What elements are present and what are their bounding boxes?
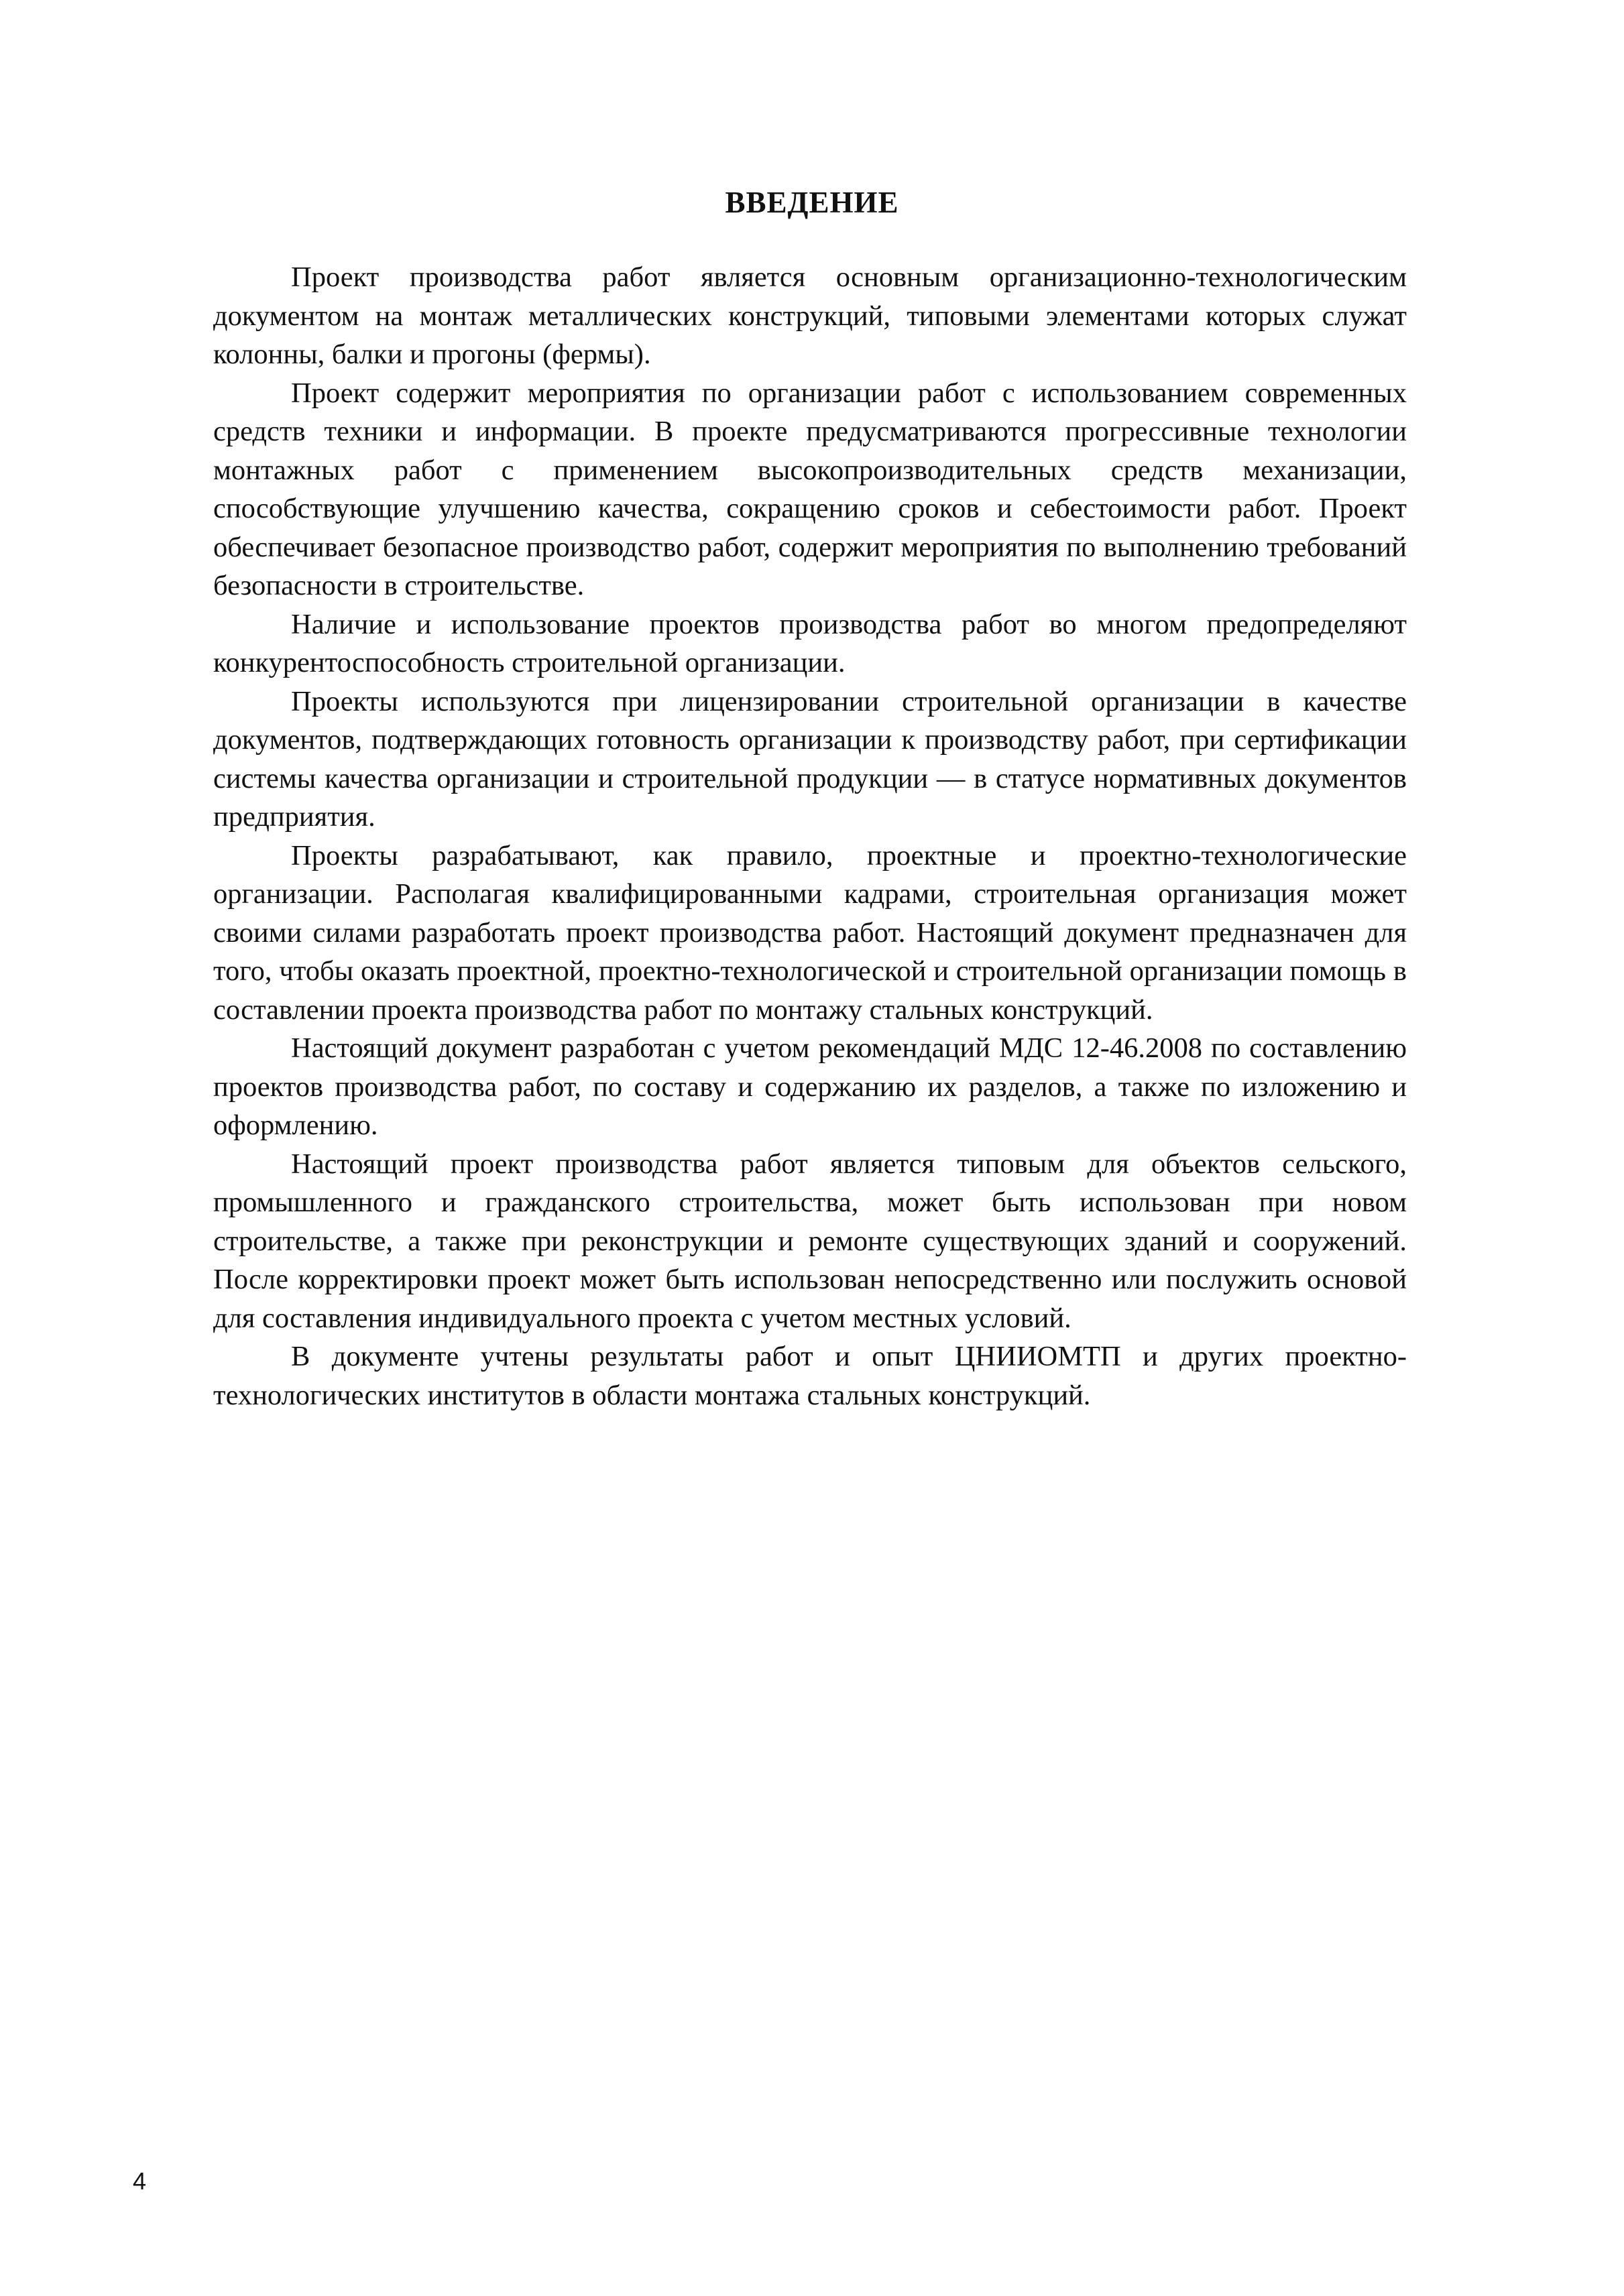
paragraph: Настоящий документ разработан с учетом рекомендаций МДС 12-46.2008 по составлению проектов производства работ, по составу и содержанию их разделов, а также по изложению и оформлению. <box>213 1032 1407 1141</box>
paragraph: Проекты разрабатывают, как правило, проектные и проектно-технологические организации. Располагая квалифицированными кадрами, строительная организация может своими силами разработать проект производства работ. Настоящий документ предназначен для того, чтобы оказать проектной, проектно-технологической и строительной организации помощь в составлении проекта производства работ по монтажу стальных конструкций. <box>213 839 1407 1026</box>
paragraph: Проекты используются при лицензировании строительной организации в качестве документов, подтверждающих готовность организации к производству работ, при сертификации системы качества организации и строительной продукции — в статусе нормативных документов предприятия. <box>213 685 1407 833</box>
body-text <box>213 258 1407 1414</box>
paragraph: Проект содержит мероприятия по организации работ с использованием современных средств техники и информации. В проекте предусматриваются прогрессивные технологии монтажных работ с применением высокопроизводительных средств механизации, способствующие улучшению качества, сокращению сроков и себестоимости работ. Проект обеспечивает безопасное производство работ, содержит мероприятия по выполнению требований безопасности в строительстве. <box>213 377 1407 601</box>
section-heading: ВВЕДЕНИЕ <box>725 186 899 219</box>
paragraph: Настоящий проект производства работ является типовым для объектов сельского, промышленного и гражданского строительства, может быть использован при новом строительстве, а также при реконструкции и ремонте существующих зданий и сооружений. После корректировки проект может быть использован непосредственно или послужить основой для составления индивидуального проекта с учетом местных условий. <box>213 1148 1407 1334</box>
page-number: 4 <box>133 2167 147 2195</box>
paragraph: Проект производства работ является основным организационно-технологическим документом на монтаж металлических конструкций, типовыми элементами которых служат колонны, балки и прогоны (фермы). <box>213 261 1407 370</box>
paragraph: Наличие и использование проектов производства работ во многом предопределяют конкурентоспособность строительной организации. <box>213 608 1407 678</box>
paragraph: В документе учтены результаты работ и опыт ЦНИИОМТП и других проектно-технологических институтов в области монтажа стальных конструкций. <box>213 1341 1407 1411</box>
